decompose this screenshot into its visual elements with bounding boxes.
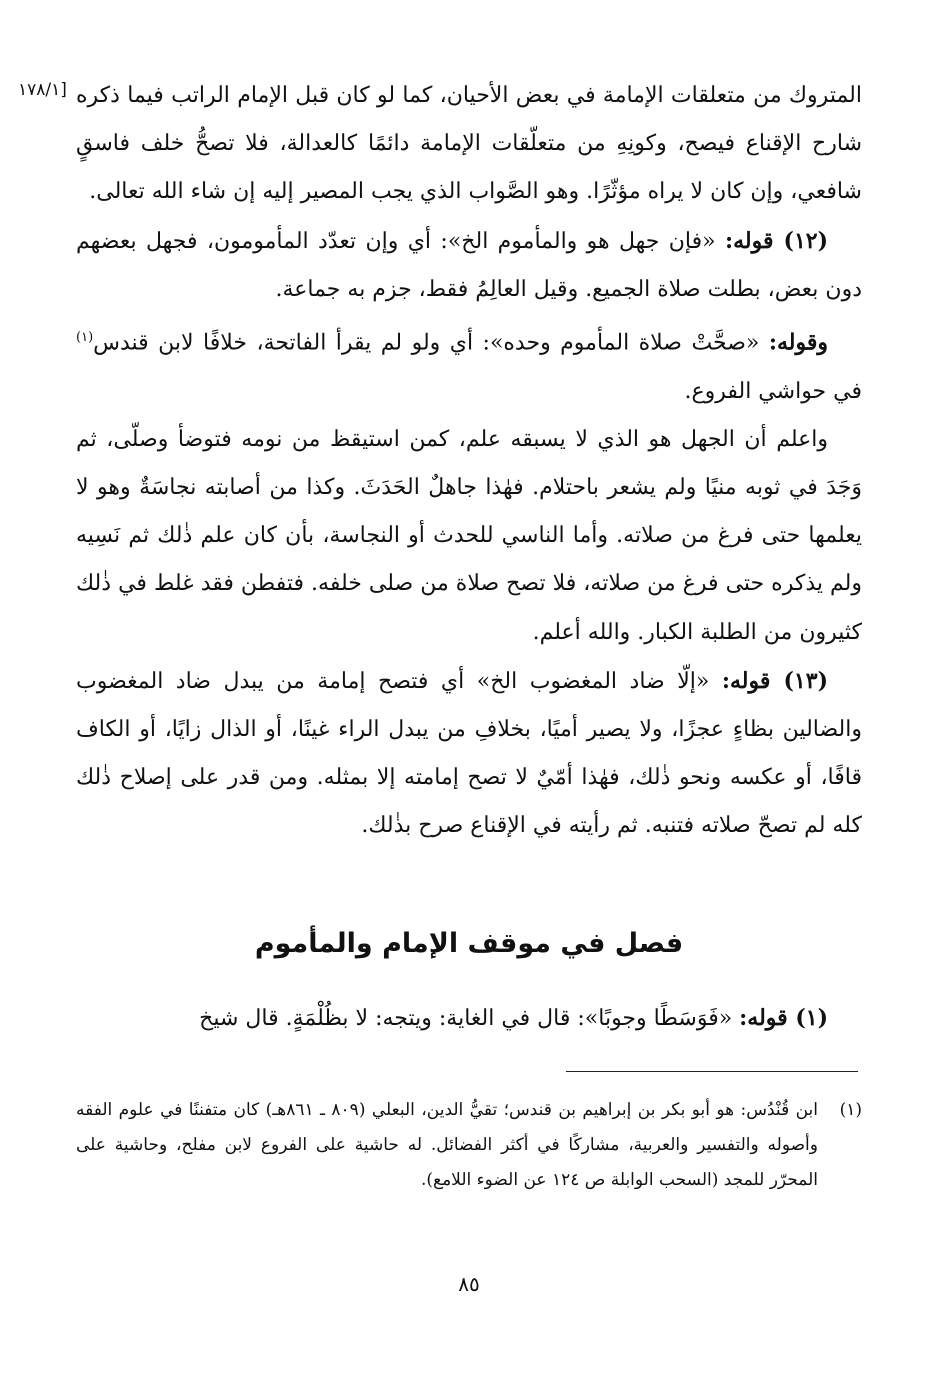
paragraph-lead: (١٣) قوله: (721, 667, 828, 694)
footnote-number: (١) (839, 1100, 862, 1120)
paragraph-text: «فإن جهل هو والمأموم الخ»: أي وإن تعدّد المأمومون، فجهل بعضهم دون بعض، بطلت صلاة الجميع. وقيل العالِمُ فقط، جزم به جماعة. (76, 228, 862, 302)
margin-reference: [١٧٨/١ (18, 80, 67, 100)
paragraph-tail: في حواشي الفروع. (684, 378, 862, 404)
paragraph-text: المتروك من متعلقات الإمامة في بعض الأحيان، كما لو كان قبل الإمام الراتب فيما ذكره شارح الإقناع فيصح، وكونِهِ من متعلّقات الإمامة دائمًا كالعدالة، فلا تصحُّ خلف فاسقٍ شافعي، وإن كان لا يراه مؤثّرًا. وهو الصَّواب الذي يجب المصير إليه إن شاء الله تعالى. (76, 83, 862, 205)
paragraph-text: «فَوَسَطًا وجوبًا»: قال في الغاية: ويتجه: لا بظُلْمَةٍ. قال شيخ (199, 1006, 740, 1031)
paragraph-text: «إلّا ضاد المغضوب الخ» أي فتصح إمامة من يبدل ضاد المغضوب والضالين بظاءٍ عجزًا، ولا يصير أميًا، بخلافِ من يبدل الراء غينًا، أو الذال زايًا، أو الكاف قافًا، أو عكسه ونحو ذٰلك، فهٰذا أمّيٌ لا تصح إمامته إلا بمثله. ومن قدر على إصلاح ذٰلك كله لم تصحّ صلاته فتنبه. ثم رأيته في الإقناع صرح بذٰلك. (76, 668, 862, 839)
paragraph-continuation (76, 72, 862, 217)
paragraph-lead: (١) قوله: (739, 1005, 828, 1031)
section-body (76, 994, 862, 1043)
footnote-marker[interactable]: (١) (76, 330, 94, 346)
paragraph-note-12 (76, 217, 862, 314)
footnote-item (76, 1093, 862, 1198)
main-text (76, 72, 862, 851)
footnotes (76, 1093, 862, 1198)
paragraph-qawluhu (76, 314, 862, 416)
footnote-text: ابن قُنْدُس: هو أبو بكر بن إبراهيم بن قندس؛ تقيُّ الدين، البعلي (٨٠٩ ـ ٨٦١هـ) كان متفننًا في علوم الفقه وأصوله والتفسير والعربية، مشاركًا في أكثر الفضائل. له حاشية على الفروع لابن مفلح، وحاشية على المحرّر للمجد (السحب الوابلة ص ١٢٤ عن الضوء اللامع). (76, 1100, 818, 1190)
paragraph-lead: وقوله: (768, 329, 828, 356)
paragraph-text: واعلم أن الجهل هو الذي لا يسبقه علم، كمن استيقظ من نومه فتوضأ وصلّى، ثم وَجَدَ في ثوبه منيًا ولم يشعر باحتلام. فهٰذا جاهلٌ الحَدَثَ. وكذا من أصابته نجاسَةٌ وهو لا يعلمها حتى فرغ من صلاته. وأما الناسي للحدث أو النجاسة، بأن كان علم ذٰلك ثم نَسِيه ولم يذكره حتى فرغ من صلاته، فلا تصح صلاة من صلى خلفه. فتفطن فقد غلط في ذٰلك كثيرون من الطلبة الكبار. والله أعلم. (76, 426, 862, 645)
paragraph-text: «صحَّتْ صلاة المأموم وحده»: أي ولو لم يقرأ الفاتحة، خلافًا لابن قندس (93, 330, 769, 356)
paragraph-section-1 (76, 994, 862, 1043)
paragraph-lead: (١٢) قوله: (724, 227, 828, 254)
page-number: ٨٥ (458, 1272, 480, 1296)
footnote-divider (566, 1071, 858, 1072)
section-heading: فصل في موقف الإمام والمأموم (254, 928, 684, 959)
paragraph-note-13 (76, 657, 862, 851)
paragraph-ilm (76, 416, 862, 657)
